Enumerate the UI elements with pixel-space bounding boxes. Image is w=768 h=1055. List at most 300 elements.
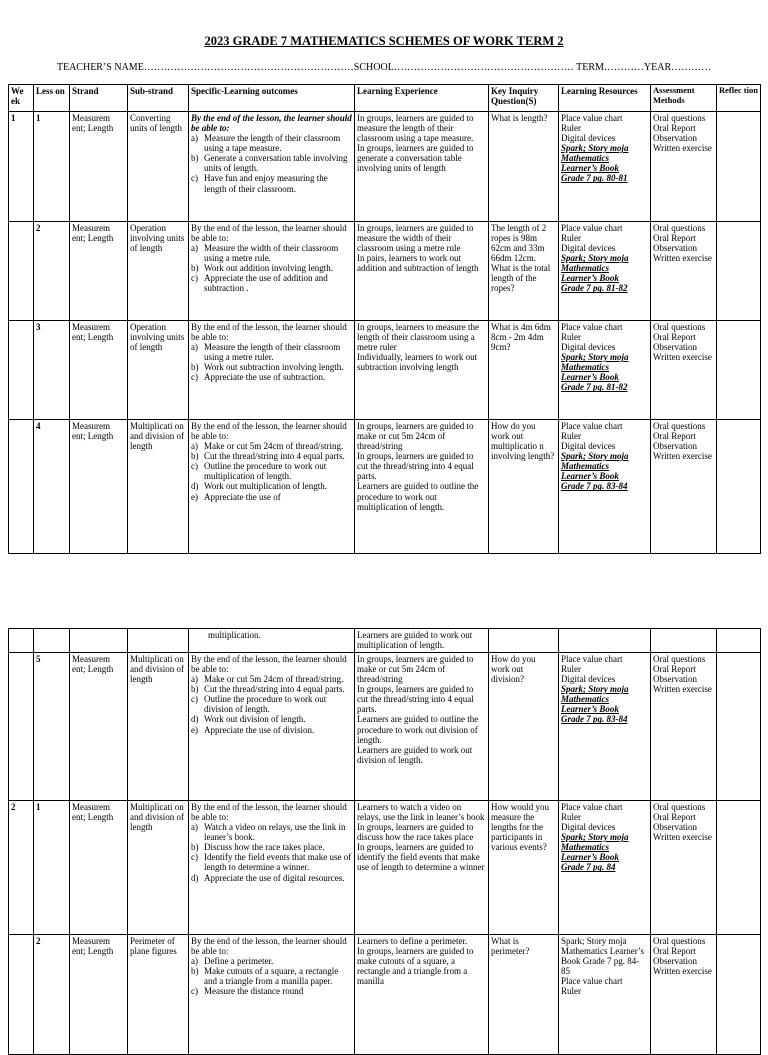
- lesson-cell: [34, 222, 70, 321]
- outcome-list: [191, 243, 352, 293]
- assessment-item: Oral questions: [653, 223, 706, 233]
- substrand-text: Operation involving units of length: [130, 322, 185, 353]
- assessment-content: [653, 322, 714, 362]
- outcome-marker: d): [191, 481, 199, 492]
- outcome-text: Outline the procedure to work out multiplication of length.: [204, 461, 327, 482]
- resources-cell: [559, 653, 651, 801]
- outcomes-cell: [189, 420, 355, 554]
- outcome-item: [191, 441, 352, 451]
- assessment-cell: [651, 420, 717, 554]
- outcome-marker: b): [191, 153, 199, 164]
- outcome-text: Appreciate the use of division.: [204, 724, 315, 735]
- resource-item: Ruler: [561, 332, 581, 343]
- outcome-marker: a): [191, 441, 198, 452]
- substrand-text: Perimeter of plane figures: [130, 936, 177, 957]
- assessment-item: Written exercise: [653, 143, 712, 154]
- experience-continuation: Learners are guided to work out multiplication of length.: [357, 630, 473, 651]
- reflection-cell: [717, 935, 761, 1055]
- week-text: 2: [11, 802, 16, 812]
- assessment-item: Written exercise: [653, 684, 712, 695]
- outcome-intro: By the end of the lesson, the learner should be able to:: [191, 654, 347, 675]
- outcomes-cell: [189, 112, 355, 222]
- experience-paragraph: In groups, learners are guided to make or cut 5m 24cm of thread/string: [357, 421, 474, 452]
- experience-paragraph: In groups, learners are guided to identify the field events that make use of length to determine a winner: [357, 842, 485, 873]
- inquiry-cell: [489, 629, 559, 653]
- assessment-content: [653, 223, 714, 263]
- table-row: [9, 222, 761, 321]
- resource-item: Place value chart: [561, 654, 623, 664]
- experience-paragraph: In groups, learners are guided to measure the width of their classroom using a metre rule: [357, 223, 474, 254]
- strand-cell: [70, 222, 128, 321]
- outcome-marker: a): [191, 674, 198, 685]
- outcomes-cell: [189, 801, 355, 935]
- outcome-marker: c): [191, 461, 198, 472]
- resource-book: Learner’s Book: [561, 852, 619, 863]
- assessment-item: Observation: [653, 822, 697, 833]
- assessment-item: Written exercise: [653, 832, 712, 843]
- resource-book: Spark; Story moja: [561, 684, 629, 695]
- substrand-cell: [128, 801, 189, 935]
- substrand-cell: [128, 935, 189, 1055]
- scheme-table-page-2: [8, 628, 761, 1055]
- experience-paragraph: Individually, learners to work out subtraction involving length: [357, 352, 478, 373]
- outcome-text: Work out multiplication of length.: [204, 481, 328, 492]
- resources-content: [561, 936, 648, 996]
- assessment-item: Written exercise: [653, 966, 712, 977]
- lesson-cell: [34, 801, 70, 935]
- experience-cell: [355, 629, 489, 653]
- continuation-row: [9, 629, 761, 653]
- assessment-content: [653, 113, 714, 153]
- outcome-marker: c): [191, 694, 198, 705]
- outcome-marker: b): [191, 684, 199, 695]
- lesson-cell: [34, 629, 70, 653]
- resource-book: Grade 7 pg. 83-84: [561, 714, 628, 725]
- resource-item: Place value chart: [561, 802, 623, 812]
- inquiry-text: What is 4m 6dm 8cm - 2m 4dm 9cm?: [491, 322, 551, 353]
- header-substrand: Sub-strand: [128, 85, 189, 112]
- resource-book: Learner’s Book: [561, 372, 619, 383]
- assessment-item: Observation: [653, 956, 697, 967]
- experience-paragraph: Learners are guided to work out division of length.: [357, 744, 473, 765]
- outcome-marker: e): [191, 491, 198, 502]
- outcome-text: Define a perimeter.: [204, 956, 274, 967]
- resource-item: Place value chart: [561, 976, 623, 987]
- outcome-text: Make cutouts of a square, a rectangle and a triangle from a manilla paper.: [204, 966, 339, 987]
- outcome-text: Make or cut 5m 24cm of thread/string.: [204, 441, 344, 452]
- week-cell: [9, 420, 34, 554]
- outcome-intro: By the end of the lesson, the learner should be able to:: [191, 113, 352, 134]
- resource-book: Mathematics: [561, 362, 610, 373]
- resource-item: Digital devices: [561, 822, 616, 833]
- strand-cell: [70, 112, 128, 222]
- outcome-continuation: multiplication.: [208, 630, 261, 640]
- experience-cell: [355, 653, 489, 801]
- experience-paragraph: Learners are guided to outline the procedure to work out multiplication of length.: [357, 481, 479, 512]
- outcome-item: [191, 492, 352, 502]
- outcome-marker: c): [191, 173, 198, 184]
- outcome-item: [191, 263, 352, 273]
- assessment-item: Oral Report: [653, 332, 696, 343]
- outcome-list: [191, 822, 352, 882]
- experience-content: [357, 421, 486, 512]
- lesson-text: 1: [36, 802, 41, 812]
- experience-paragraph: In groups, learners to measure the length of their classroom using a metre ruler: [357, 322, 479, 353]
- experience-cell: [355, 222, 489, 321]
- outcome-text: Work out division of length.: [204, 714, 306, 725]
- week-cell: [9, 222, 34, 321]
- substrand-cell: [128, 222, 189, 321]
- experience-paragraph: In pairs, learners to work out addition and subtraction of length: [357, 253, 479, 274]
- outcome-marker: a): [191, 342, 198, 353]
- outcome-item: [191, 372, 352, 382]
- outcomes-content: [191, 322, 352, 382]
- outcome-item: [191, 694, 352, 714]
- table-header-row: [9, 85, 761, 112]
- assessment-item: Oral Report: [653, 233, 696, 244]
- table-row: [9, 801, 761, 935]
- experience-paragraph: In groups, learners are guided to make or cut 5m 24cm of thread/string: [357, 654, 474, 685]
- resource-book: Spark; Story moja: [561, 143, 629, 154]
- outcomes-content: [191, 113, 352, 194]
- outcome-marker: b): [191, 362, 199, 373]
- substrand-text: Multiplicati on and division of length: [130, 421, 184, 452]
- reflection-cell: [717, 222, 761, 321]
- outcome-item: [191, 842, 352, 852]
- reflection-cell: [717, 321, 761, 420]
- resource-item: Ruler: [561, 123, 581, 134]
- resource-book: Spark; Story moja: [561, 832, 629, 843]
- assessment-item: Oral questions: [653, 421, 706, 431]
- outcome-marker: d): [191, 714, 199, 725]
- outcome-item: [191, 873, 352, 883]
- resource-item: Digital devices: [561, 441, 616, 452]
- outcome-item: [191, 966, 352, 986]
- resources-cell: [559, 801, 651, 935]
- strand-text: Measurem ent; Length: [72, 113, 114, 134]
- inquiry-text: How do you work out multiplicatio n involving length?: [491, 421, 555, 462]
- header-experience: Learning Experience: [355, 85, 489, 112]
- outcome-list: [191, 342, 352, 382]
- resource-item: Digital devices: [561, 243, 616, 254]
- strand-text: Measurem ent; Length: [72, 421, 114, 442]
- outcome-intro: By the end of the lesson, the learner should be able to:: [191, 223, 347, 244]
- outcomes-content: [191, 802, 352, 883]
- inquiry-cell: [489, 420, 559, 554]
- outcome-text: Watch a video on relays, use the link in leaner’s book.: [204, 822, 346, 843]
- outcomes-content: [191, 654, 352, 735]
- experience-content: [357, 113, 486, 173]
- strand-text: Measurem ent; Length: [72, 936, 114, 957]
- experience-content: [357, 802, 486, 873]
- resource-book: Learner’s Book: [561, 704, 619, 715]
- resource-item: Ruler: [561, 233, 581, 244]
- lesson-cell: [34, 935, 70, 1055]
- assessment-cell: [651, 321, 717, 420]
- substrand-text: Multiplicati on and division of length: [130, 654, 184, 685]
- week-cell: [9, 935, 34, 1055]
- outcome-item: [191, 173, 352, 193]
- week-cell: [9, 112, 34, 222]
- resource-item: Place value chart: [561, 223, 623, 233]
- outcome-text: Measure the length of their classroom using a tape measure.: [204, 133, 341, 154]
- lesson-text: 5: [36, 654, 41, 664]
- resources-content: [561, 802, 648, 873]
- outcome-item: [191, 451, 352, 461]
- lesson-cell: [34, 653, 70, 801]
- resources-cell: [559, 112, 651, 222]
- table-row: [9, 420, 761, 554]
- outcome-text: Work out subtraction involving length.: [204, 362, 344, 373]
- lesson-text: 4: [36, 421, 41, 431]
- substrand-text: Multiplicati on and division of length: [130, 802, 184, 833]
- assessment-cell: [651, 653, 717, 801]
- outcome-item: [191, 243, 352, 263]
- assessment-item: Oral questions: [653, 936, 706, 946]
- assessment-item: Oral Report: [653, 812, 696, 823]
- experience-cell: [355, 935, 489, 1055]
- lesson-cell: [34, 321, 70, 420]
- lesson-text: 3: [36, 322, 41, 332]
- scheme-table-page-1: [8, 84, 761, 554]
- outcome-intro: By the end of the lesson, the learner should be able to:: [191, 322, 347, 343]
- assessment-item: Oral questions: [653, 322, 706, 332]
- outcome-text: Discuss how the race takes place.: [204, 842, 325, 853]
- lesson-cell: [34, 112, 70, 222]
- outcome-marker: c): [191, 372, 198, 383]
- experience-paragraph: In groups, learners are guided to generate a conversation table involving units of length: [357, 143, 474, 174]
- table-row: [9, 112, 761, 222]
- resource-item: Ruler: [561, 812, 581, 823]
- strand-cell: [70, 321, 128, 420]
- strand-cell: [70, 629, 128, 653]
- outcome-text: Work out addition involving length.: [204, 263, 334, 274]
- strand-text: Measurem ent; Length: [72, 802, 114, 823]
- outcome-text: Appreciate the use of: [204, 491, 281, 502]
- outcomes-cell: [189, 321, 355, 420]
- inquiry-text: What is perimeter?: [491, 936, 530, 957]
- assessment-item: Oral Report: [653, 431, 696, 442]
- outcome-list: [191, 956, 352, 996]
- outcomes-content: [191, 223, 352, 294]
- reflection-cell: [717, 653, 761, 801]
- assessment-item: Observation: [653, 342, 697, 353]
- resource-book: Spark; Story moja: [561, 352, 629, 363]
- week-cell: [9, 629, 34, 653]
- header-assessment: Assessment Methods: [651, 85, 717, 112]
- experience-paragraph: Learners to define a perimeter.: [357, 936, 468, 946]
- assessment-cell: [651, 801, 717, 935]
- outcome-item: [191, 986, 352, 996]
- substrand-cell: [128, 112, 189, 222]
- outcome-marker: c): [191, 273, 198, 284]
- resource-book: Learner’s Book: [561, 163, 619, 174]
- header-outcomes: Specific-Learning outcomes: [189, 85, 355, 112]
- assessment-content: [653, 654, 714, 694]
- outcome-intro: By the end of the lesson, the learner should be able to:: [191, 421, 347, 442]
- resource-item: Digital devices: [561, 342, 616, 353]
- outcome-marker: c): [191, 986, 198, 997]
- outcome-list: [191, 133, 352, 193]
- outcomes-cell: [189, 222, 355, 321]
- experience-paragraph: In groups, learners are guided to cut the thread/string into 4 equal parts.: [357, 451, 474, 482]
- lesson-text: 2: [36, 223, 41, 233]
- outcome-item: [191, 822, 352, 842]
- outcome-item: [191, 725, 352, 735]
- resource-item: Place value chart: [561, 113, 623, 123]
- outcome-text: Appreciate the use of digital resources.: [204, 872, 345, 883]
- assessment-item: Oral questions: [653, 654, 706, 664]
- assessment-item: Oral questions: [653, 802, 706, 812]
- outcome-item: [191, 684, 352, 694]
- outcome-item: [191, 153, 352, 173]
- resource-book: Grade 7 pg. 81-82: [561, 382, 628, 393]
- inquiry-text: What is length?: [491, 113, 548, 123]
- strand-cell: [70, 801, 128, 935]
- resources-content: [561, 421, 648, 492]
- week-cell: [9, 653, 34, 801]
- document-meta-line: TEACHER’S NAME………………………………………………………SCHOOL……………………………………………… TERM…………YEAR…………: [56, 62, 712, 73]
- outcomes-cell: [189, 935, 355, 1055]
- experience-content: [357, 322, 486, 372]
- resource-book: Mathematics: [561, 153, 610, 164]
- assessment-item: Oral questions: [653, 113, 706, 123]
- outcome-text: Appreciate the use of addition and subtraction .: [204, 273, 328, 294]
- header-resources: Learning Resources: [559, 85, 651, 112]
- assessment-cell: [651, 629, 717, 653]
- resource-item: Digital devices: [561, 674, 616, 685]
- outcomes-cell: [189, 653, 355, 801]
- assessment-item: Oral Report: [653, 664, 696, 675]
- outcome-text: Measure the length of their classroom using a metre ruler.: [204, 342, 341, 363]
- experience-paragraph: Learners to watch a video on relays, use the link in leaner’s book: [357, 802, 485, 823]
- experience-paragraph: In groups, learners are guided to measure the length of their classroom using a tape measure.: [357, 113, 474, 144]
- assessment-item: Observation: [653, 441, 697, 452]
- inquiry-cell: [489, 935, 559, 1055]
- outcome-item: [191, 674, 352, 684]
- substrand-text: Operation involving units of length: [130, 223, 185, 254]
- outcome-item: [191, 461, 352, 481]
- resource-book: Mathematics: [561, 842, 610, 853]
- assessment-item: Observation: [653, 674, 697, 685]
- resources-content: [561, 654, 648, 725]
- experience-paragraph: In groups, learners are guided to make cutouts of a square, a rectangle and a triangle from a manilla: [357, 946, 474, 987]
- resource-item: Place value chart: [561, 421, 623, 431]
- header-lesson: Less on: [34, 85, 70, 112]
- outcome-item: [191, 273, 352, 293]
- outcome-item: [191, 714, 352, 724]
- experience-cell: [355, 112, 489, 222]
- header-strand: Strand: [70, 85, 128, 112]
- table-row: [9, 935, 761, 1055]
- strand-text: Measurem ent; Length: [72, 654, 114, 675]
- outcome-item: [191, 481, 352, 491]
- outcome-marker: a): [191, 956, 198, 967]
- resource-book: Grade 7 pg. 84: [561, 862, 616, 873]
- substrand-cell: [128, 420, 189, 554]
- week-cell: [9, 321, 34, 420]
- outcome-text: Measure the distance round: [204, 986, 304, 997]
- substrand-cell: [128, 653, 189, 801]
- assessment-content: [653, 421, 714, 461]
- lesson-cell: [34, 420, 70, 554]
- experience-cell: [355, 801, 489, 935]
- resource-book: Spark; Story moja: [561, 451, 629, 462]
- resource-book: Mathematics: [561, 461, 610, 472]
- assessment-item: Written exercise: [653, 253, 712, 264]
- resources-cell: [559, 935, 651, 1055]
- outcome-text: Measure the width of their classroom using a metre rule.: [204, 243, 339, 264]
- assessment-content: [653, 936, 714, 976]
- assessment-item: Written exercise: [653, 352, 712, 363]
- experience-content: [357, 654, 486, 765]
- week-text: 1: [11, 113, 16, 123]
- table-row: [9, 653, 761, 801]
- header-inquiry: Key Inquiry Question(S): [489, 85, 559, 112]
- resources-cell: [559, 321, 651, 420]
- assessment-item: Observation: [653, 133, 697, 144]
- resources-cell: [559, 420, 651, 554]
- experience-content: [357, 936, 486, 986]
- resource-book: Learner’s Book: [561, 471, 619, 482]
- outcome-item: [191, 342, 352, 362]
- inquiry-text: How would you measure the lengths for the participants in various events?: [491, 802, 549, 853]
- resource-item: Ruler: [561, 986, 581, 997]
- inquiry-cell: [489, 112, 559, 222]
- outcome-item: [191, 956, 352, 966]
- strand-cell: [70, 653, 128, 801]
- strand-text: Measurem ent; Length: [72, 322, 114, 343]
- outcome-marker: a): [191, 243, 198, 254]
- resource-book: Grade 7 pg. 81-82: [561, 283, 628, 294]
- experience-paragraph: Learners are guided to outline the procedure to work out division of length.: [357, 714, 479, 745]
- experience-cell: [355, 420, 489, 554]
- resources-cell: [559, 629, 651, 653]
- strand-cell: [70, 420, 128, 554]
- resource-book: Grade 7 pg. 80-81: [561, 173, 628, 184]
- outcome-text: Cut the thread/string into 4 equal parts.: [204, 451, 345, 462]
- resource-book: Grade 7 pg. 83-84: [561, 481, 628, 492]
- resource-item: Ruler: [561, 664, 581, 675]
- resources-cell: [559, 222, 651, 321]
- outcome-text: Identify the field events that make use of length to determine a winner.: [204, 852, 352, 873]
- outcome-marker: b): [191, 451, 199, 462]
- assessment-cell: [651, 112, 717, 222]
- lesson-text: 2: [36, 936, 41, 946]
- assessment-cell: [651, 935, 717, 1055]
- assessment-item: Written exercise: [653, 451, 712, 462]
- resources-content: [561, 322, 648, 393]
- outcome-marker: c): [191, 852, 198, 863]
- inquiry-cell: [489, 222, 559, 321]
- outcome-item: [191, 362, 352, 372]
- inquiry-text: The length of 2 ropes is 98m 62cm and 33m 66dm 12cm. What is the total length of the ropes?: [491, 223, 551, 294]
- assessment-item: Oral Report: [653, 946, 696, 957]
- outcome-item: [191, 133, 352, 153]
- experience-paragraph: In groups, learners are guided to cut the thread/string into 4 equal parts.: [357, 684, 474, 715]
- header-week: We ek: [9, 85, 34, 112]
- reflection-cell: [717, 112, 761, 222]
- outcome-intro: By the end of the lesson, the learner should be able to:: [191, 802, 347, 823]
- lesson-text: 1: [36, 113, 41, 123]
- table-row: [9, 321, 761, 420]
- outcome-text: Generate a conversation table involving units of length.: [204, 153, 348, 174]
- outcomes-content: [191, 421, 352, 502]
- outcomes-cell: [189, 629, 355, 653]
- reflection-cell: [717, 801, 761, 935]
- inquiry-cell: [489, 801, 559, 935]
- reflection-cell: [717, 629, 761, 653]
